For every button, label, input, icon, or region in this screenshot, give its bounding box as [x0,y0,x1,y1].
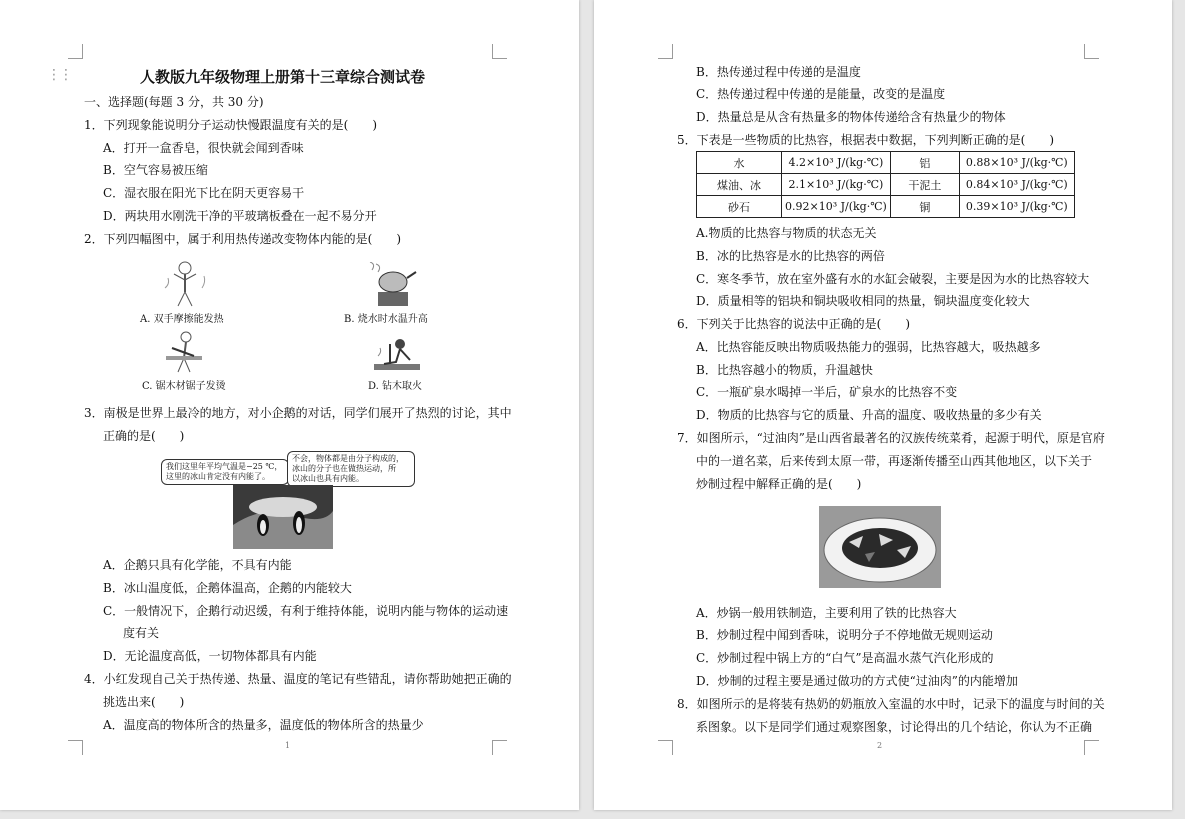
penguins-on-ice-photo [233,485,333,549]
table-cell: 铜 [890,196,959,218]
question-5-option-a: A.物质的比热容与物质的状态无关 [696,226,877,240]
question-6-option-d: D．物质的比热容与它的质量、升高的温度、吸收热量的多少有关 [696,408,1042,422]
question-1-option-a: A．打开一盒香皂，很快就会闻到香味 [103,141,304,155]
boiling-kettle-illustration [364,262,420,308]
figure-caption-d: D. 钻木取火 [368,381,423,392]
crop-mark [1084,44,1099,59]
question-1-option-c: C．湿衣服在阳光下比在阴天更容易干 [103,186,305,200]
question-4-option-a: A．温度高的物体所含的热量多，温度低的物体所含的热量少 [103,718,424,732]
question-7-option-d: D．炒制的过程主要是通过做功的方式使“过油肉”的内能增加 [696,674,1018,688]
page-number: 1 [285,741,291,750]
stir-fried-meat-dish-photo [819,506,941,588]
table-cell: 水 [697,152,782,174]
table-cell: 0.92×10³ J/(kg·℃) [782,196,891,218]
page-title: 人教版九年级物理上册第十三章综合测试卷 [140,68,426,86]
question-3-option-a: A．企鹅只具有化学能，不具有内能 [103,558,292,572]
table-cell: 0.84×10³ J/(kg·℃) [959,174,1074,196]
question-7-option-b: B．炒制过程中闻到香味，说明分子不停地做无规则运动 [696,628,993,642]
question-1-stem: 1．下列现象能说明分子运动快慢跟温度有关的是( ) [84,118,378,132]
crop-mark [492,740,507,755]
question-3-stem-line-2: 正确的是( ) [103,429,185,443]
question-6-option-b: B．比热容越小的物质，升温越快 [696,363,873,377]
question-3-option-c-cont: 度有关 [123,626,160,640]
question-7-stem-line-1: 7．如图所示，“过油肉”是山西省最著名的汉族传统菜肴，起源于明代，原是官府 [677,431,1105,445]
question-7-stem-line-2: 中的一道名菜，后来传到太原一带，再逐渐传播至山西其他地区，以下关于 [696,454,1093,468]
question-8-stem-line-2: 系图象。以下是同学们通过观察图象，讨论得出的几个结论，你认为不正确 [696,720,1093,734]
table-cell: 4.2×10³ J/(kg·℃) [782,152,891,174]
crop-mark [1084,740,1099,755]
crop-mark [492,44,507,59]
question-5-option-c: C．寒冬季节，放在室外盛有水的水缸会破裂，主要是因为水的比热容较大 [696,272,1090,286]
question-7-option-a: A．炒锅一般用铁制造，主要利用了铁的比热容大 [696,606,957,620]
crop-mark [68,44,83,59]
question-6-stem: 6．下列关于比热容的说法中正确的是( ) [677,317,910,331]
crop-mark [658,740,673,755]
table-cell: 2.1×10³ J/(kg·℃) [782,174,891,196]
question-2-stem: 2．下列四幅图中，属于利用热传递改变物体内能的是( ) [84,232,402,246]
speech-bubble-right: 不会，物体都是由分子构成的， 冰山的分子也在做热运动，所 以冰山也具有内能。 [287,451,415,487]
figure-caption-a: A. 双手摩擦能发热 [140,314,224,325]
question-6-option-c: C．一瓶矿泉水喝掉一半后，矿泉水的比热容不变 [696,385,958,399]
table-cell: 铝 [890,152,959,174]
question-4-stem-line-1: 4．小红发现自己关于热传递、热量、温度的笔记有些错乱，请你帮助她把正确的 [84,672,512,686]
question-5-option-b: B．冰的比热容是水的比热容的两倍 [696,249,885,263]
figure-caption-b: B. 烧水时水温升高 [344,314,428,325]
table-cell: 0.88×10³ J/(kg·℃) [959,152,1074,174]
drilling-wood-fire-illustration [370,334,424,372]
question-5-stem: 5．下表是一些物质的比热容，根据表中数据，下列判断正确的是( ) [677,133,1055,147]
table-cell: 砂石 [697,196,782,218]
table-row [697,174,1075,196]
specific-heat-table [696,151,1075,218]
sawing-wood-illustration [164,330,204,374]
table-row [697,196,1075,218]
question-1-option-d: D．两块用水刚洗干净的平玻璃板叠在一起不易分开 [103,209,377,223]
question-4-option-c: C．热传递过程中传递的是能量，改变的是温度 [696,87,946,101]
question-4-option-b: B．热传递过程中传递的是温度 [696,65,861,79]
table-cell: 0.39×10³ J/(kg·℃) [959,196,1074,218]
question-3-option-b: B．冰山温度低，企鹅体温高，企鹅的内能较大 [103,581,352,595]
question-5-option-d: D．质量相等的铝块和铜块吸收相同的热量，铜块温度变化较大 [696,294,1030,308]
document-page-1 [0,0,579,810]
question-7-option-c: C．炒制过程中锅上方的“白气”是高温水蒸气汽化形成的 [696,651,994,665]
speech-bubble-left: 我们这里年平均气温是−25 ℃， 这里的冰山肯定没有内能了。 [161,459,289,485]
section-heading: 一、选择题(每题 3 分，共 30 分) [84,95,264,109]
table-row [697,152,1075,174]
figure-caption-c: C. 锯木材锯子发烫 [142,381,226,392]
question-3-stem-line-1: 3．南极是世界上最冷的地方，对小企鹅的对话，同学们展开了热烈的讨论，其中 [84,406,512,420]
drag-handle-icon[interactable]: ⋮⋮ [47,67,71,83]
crop-mark [68,740,83,755]
question-4-stem-line-2: 挑选出来( ) [103,695,185,709]
question-3-option-c: C．一般情况下，企鹅行动迟缓，有利于维持体能，说明内能与物体的运动速 [103,604,509,618]
question-6-option-a: A．比热容能反映出物质吸热能力的强弱，比热容越大，吸热越多 [696,340,1041,354]
table-cell: 干泥土 [890,174,959,196]
question-4-option-d: D．热量总是从含有热量多的物体传递给含有热量少的物体 [696,110,1006,124]
table-cell: 煤油、冰 [697,174,782,196]
question-7-stem-line-3: 炒制过程中解释正确的是( ) [696,477,862,491]
question-3-option-d: D．无论温度高低，一切物体都具有内能 [103,649,317,663]
question-1-option-b: B．空气容易被压缩 [103,163,208,177]
question-8-stem-line-1: 8．如图所示的是将装有热奶的奶瓶放入室温的水中时，记录下的温度与时间的关 [677,697,1105,711]
crop-mark [658,44,673,59]
page-number: 2 [877,741,883,750]
rubbing-hands-illustration [160,258,210,308]
